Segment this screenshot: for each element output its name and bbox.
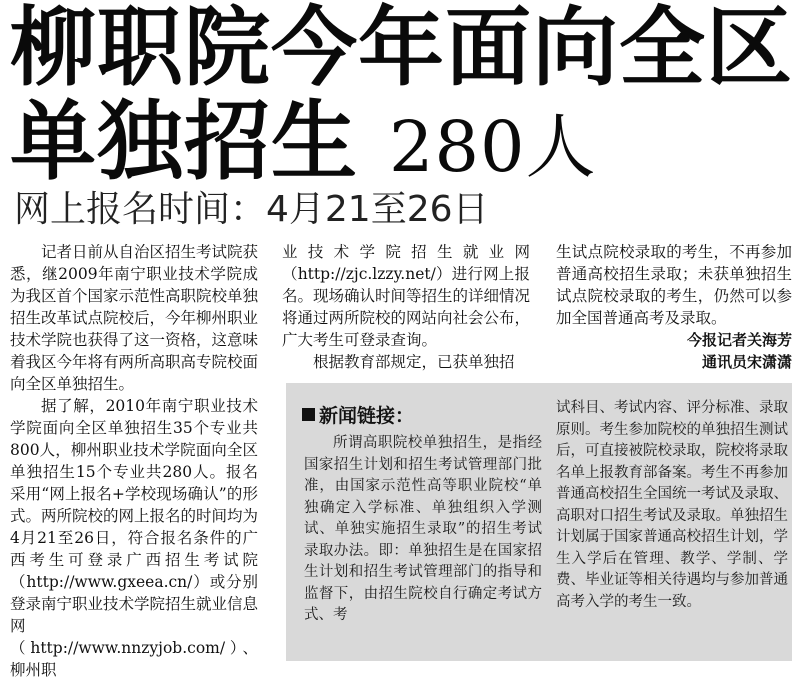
news-link-title — [302, 404, 414, 428]
byline-correspondent: 通讯员宋潇潇 — [701, 353, 792, 371]
news-link-paragraph: 所谓高职院校单独招生，是指经国家招生计划和招生考试管理部门批准，由国家示范性高等职业院校“单独确定入学标准、单独组织入学测试、单独实施招生录取”的招生考试录取办法。即：单独招生是在国家招生计划和招生考试管理部门的指导和监督下，由招生院校自行确定考试方式、考 — [304, 435, 542, 623]
headline-line-2-number: 280人 — [388, 106, 597, 188]
article-paragraph: 生试点院校录取的考生，不再参加普通高校招生录取；未获单独招生试点院校录取的考生，仍然可以参加全国普通高考及录取。 — [556, 243, 792, 327]
headline-line-2-text: 单独招生 — [10, 92, 358, 192]
article-column-3 — [556, 241, 792, 373]
byline-reporter: 今报记者关海芳 — [686, 331, 792, 349]
news-link-column-1 — [304, 433, 542, 627]
subheadline: 网上报名时间：4月21至26日 — [14, 189, 489, 230]
article-column-2 — [282, 241, 530, 373]
article-column-1 — [10, 241, 258, 681]
news-link-paragraph: 试科目、考试内容、评分标准、录取原则。考生参加院校的单独招生测试后，可直接被院校录取，院校将录取名单上报教育部备案。考生不再参加普通高校招生全国统一考试及录取、高职对口招生考试及录取。单独招生计划属于国家普通高校招生计划，学生入学后在管理、教学、学制、学费、毕业证等相关待遇均与参加普通高考入学的考生一致。 — [556, 400, 788, 610]
headline-line-2 — [10, 92, 597, 193]
article-paragraph: 据了解，2010年南宁职业技术学院面向全区单独招生35个专业共800人，柳州职业技术学院面向全区单独招生15个专业共280人。报名采用“网上报名+学校现场确认”的形式。两所院校的网上报名的时间均为4月21至26日，符合报名条件的广西考生可登录广西招生考试院（http://www.gxeea.cn/）或分别登录南宁职业技术学院招生就业信息网（http://www.nnzyjob.com/）、柳州职 — [10, 397, 259, 679]
news-link-column-2 — [556, 398, 788, 613]
square-bullet-icon — [302, 408, 315, 421]
article-paragraph: 记者日前从自治区招生考试院获悉，继2009年南宁职业技术学院成为我区首个国家示范性高职院校单独招生改革试点院校后，今年柳州职业技术学院也获得了这一资格，这意味着我区今年将有两所高职高专院校面向全区单独招生。 — [10, 243, 259, 393]
article-paragraph: 根据教育部规定，已获单独招 — [313, 353, 515, 371]
article-paragraph: 业技术学院招生就业网（http://zjc.lzzy.net/）进行网上报名。现场确认时间等招生的详细情况将通过两所院校的网站向社会公布，广大考生可登录查询。 — [282, 243, 531, 349]
headline-line-1: 柳职院今年面向全区 — [10, 0, 793, 98]
news-link-title-text: 新闻链接： — [319, 405, 415, 427]
